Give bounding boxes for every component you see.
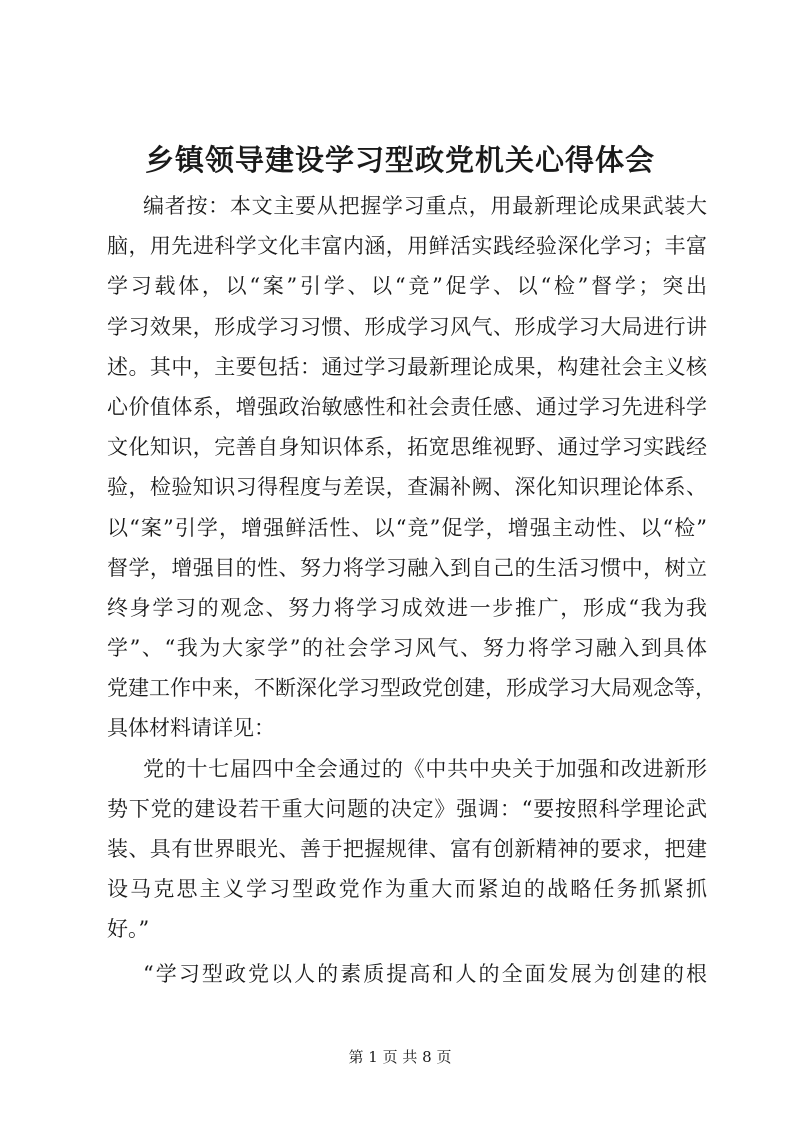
paragraph-line: 党的十七届四中全会通过的《中共中央关于加强和改进新形 <box>143 756 707 781</box>
document-title: 乡镇领导建设学习型政党机关心得体会 <box>144 143 655 177</box>
paragraph-line: 好。” <box>107 917 150 942</box>
paragraph-line: 党建工作中来，不断深化学习型政党创建，形成学习大局观念等， <box>107 676 716 701</box>
document-body <box>107 186 716 994</box>
paragraph-line: 势下党的建设若干重大问题的决定》强调：“要按照科学理论武 <box>107 796 707 821</box>
paragraph-line: “学习型政党以人的素质提高和人的全面发展为创建的根 <box>143 961 707 986</box>
paragraph-line: 督学，增强目的性、努力将学习融入到自己的生活习惯中，树立 <box>107 555 707 580</box>
paragraph-line: 述。其中，主要包括：通过学习最新理论成果，构建社会主义核 <box>107 354 707 379</box>
paragraph-line: 文化知识，完善自身知识体系，拓宽思维视野、通过学习实践经 <box>107 435 707 460</box>
paragraph-line: 装、具有世界眼光、善于把握规律、富有创新精神的要求，把建 <box>107 837 707 861</box>
paragraph-line: 以“案”引学，增强鲜活性、以“竞”促学，增强主动性、以“检” <box>107 515 707 540</box>
paragraph-line: 脑，用先进科学文化丰富内涵，用鲜活实践经验深化学习；丰富 <box>107 234 707 259</box>
page-footer: 第 1 页 共 8 页 <box>348 1048 452 1066</box>
paragraph-line: 心价值体系，增强政治敏感性和社会责任感、通过学习先进科学 <box>107 394 707 419</box>
paragraph-line: 终身学习的观念、努力将学习成效进一步推广，形成“我为我 <box>107 595 707 620</box>
paragraph-line: 编者按：本文主要从把握学习重点，用最新理论成果武装大 <box>143 194 707 218</box>
paragraph-line: 具体材料请详见： <box>107 716 275 741</box>
paragraph-line: 学习载体，以“案”引学、以“竞”促学、以“检”督学；突出 <box>107 274 707 299</box>
paragraph-line: 设马克思主义学习型政党作为重大而紧迫的战略任务抓紧抓 <box>107 877 707 902</box>
paragraph-line: 学”、“我为大家学”的社会学习风气、努力将学习融入到具体 <box>107 636 707 661</box>
paragraph-line: 学习效果，形成学习习惯、形成学习风气、形成学习大局进行讲 <box>107 314 707 339</box>
paragraph-line: 验，检验知识习得程度与差误，查漏补阙、深化知识理论体系、 <box>107 475 707 500</box>
